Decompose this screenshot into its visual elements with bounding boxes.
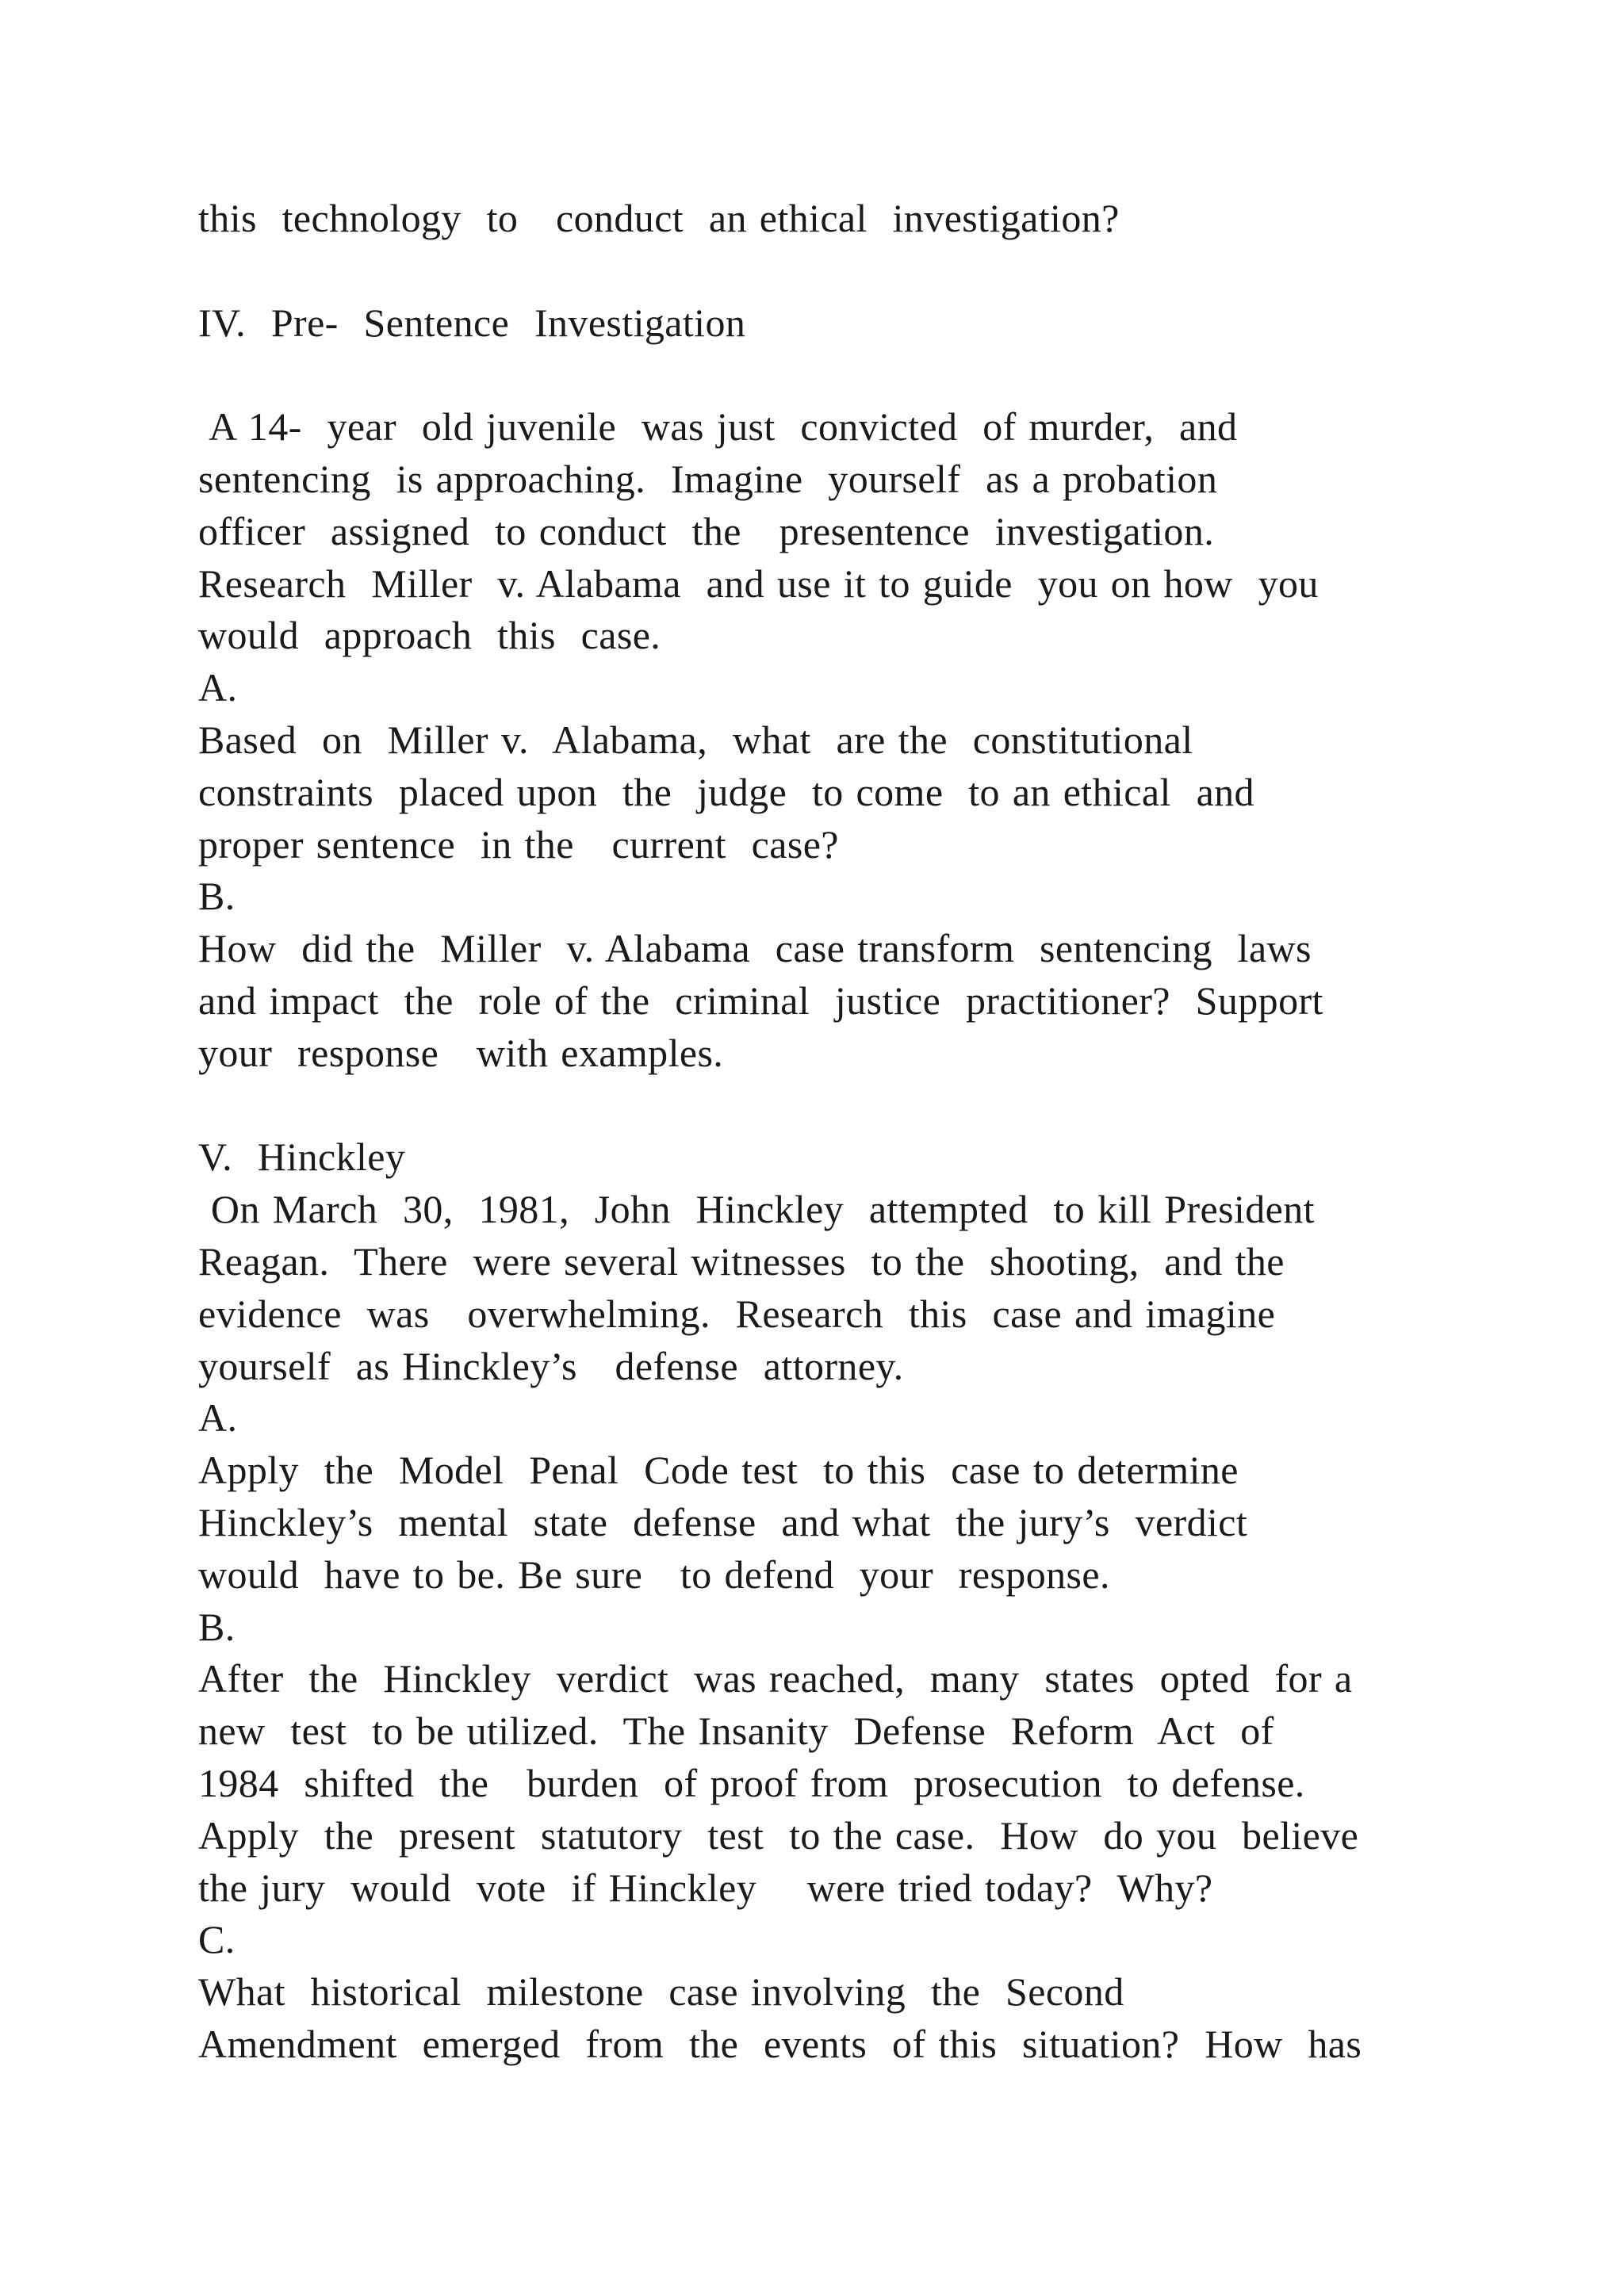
text-line: yourself as Hinckley’s defense attorney. [198, 1343, 904, 1388]
text-line: new test to be utilized. The Insanity Defense Reform Act of [198, 1709, 1274, 1754]
section-heading: IV. Pre- Sentence Investigation [198, 300, 746, 345]
text-line: would have to be. Be sure to defend your response. [198, 1552, 1110, 1597]
text-line: Apply the Model Penal Code test to this case to determine [198, 1448, 1239, 1493]
text-line: this technology to conduct an ethical investigation? [198, 196, 1120, 240]
text-line: would approach this case. [198, 613, 661, 658]
text-line: proper sentence in the current case? [198, 821, 839, 867]
text-line: Research Miller v. Alabama and use it to guide you on how you [198, 561, 1319, 606]
item-label: A. [198, 1395, 238, 1441]
text-line: constraints placed upon the judge to come to an ethical and [198, 769, 1254, 814]
text-line: Amendment emerged from the events of this situation? How has [198, 2021, 1362, 2066]
text-line: and impact the role of the criminal justice practitioner? Support [198, 978, 1323, 1023]
text-line: Apply the present statutory test to the case. How do you believe [198, 1812, 1359, 1858]
text-line: your response with examples. [198, 1030, 724, 1075]
text-line: On March 30, 1981, John Hinckley attempted to kill President [198, 1187, 1315, 1232]
blank-line [198, 349, 1546, 401]
text-line: 1984 shifted the burden of proof from prosecution to defense. [198, 1760, 1305, 1805]
blank-line [198, 245, 1546, 297]
text-line: What historical milestone case involving the Second [198, 1969, 1124, 2015]
item-label: B. [198, 1604, 236, 1649]
text-line: A 14- year old juvenile was just convicted of murder, and [198, 404, 1238, 450]
text-line: Reagan. There were several witnesses to the shooting, and the [198, 1238, 1285, 1284]
text-line: officer assigned to conduct the presentence investigation. [198, 508, 1215, 553]
text-line: After the Hinckley verdict was reached, many states opted for a [198, 1656, 1353, 1701]
blank-line [198, 1080, 1546, 1132]
text-line: the jury would vote if Hinckley were tried today? Why? [198, 1865, 1213, 1910]
text-line: Hinckley’s mental state defense and what the jury’s verdict [198, 1499, 1248, 1544]
text-line: How did the Miller v. Alabama case transform sentencing laws [198, 926, 1312, 971]
section-heading: V. Hinckley [198, 1135, 406, 1180]
text-line: Based on Miller v. Alabama, what are the constitutional [198, 717, 1193, 762]
item-label: A. [198, 665, 238, 710]
item-label: B. [198, 874, 236, 919]
item-label: C. [198, 1917, 236, 1962]
text-line: sentencing is approaching. Imagine yourself as a probation [198, 456, 1218, 501]
document-body [198, 193, 1546, 2071]
text-line: evidence was overwhelming. Research this case and imagine [198, 1291, 1276, 1336]
